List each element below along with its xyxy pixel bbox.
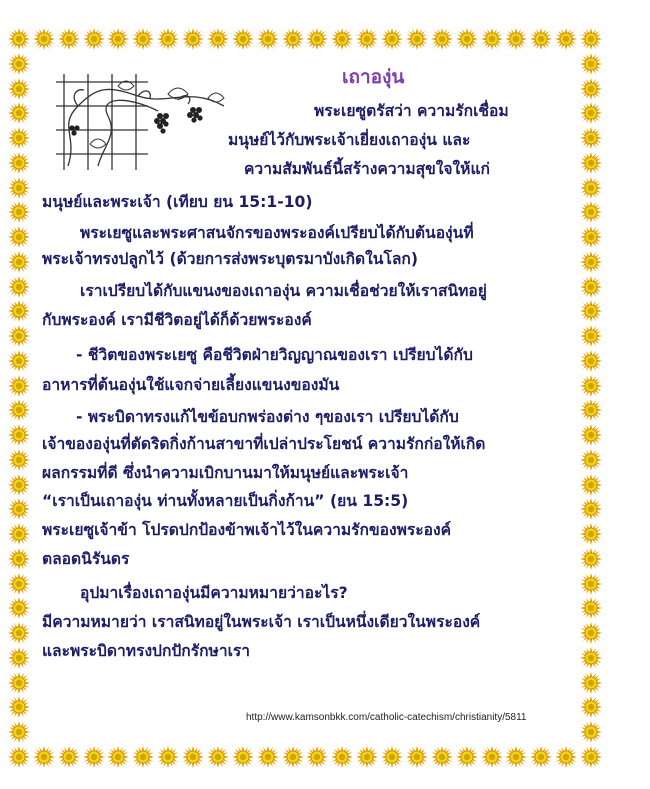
sunflower-icon xyxy=(8,424,30,446)
sunflower-icon xyxy=(207,28,229,50)
body-line: เราเปรียบได้กับแขนงของเถาองุ่น ความเชื่อช่วยให้เราสนิทอยู่ xyxy=(80,282,487,300)
sunflower-icon xyxy=(107,28,129,50)
sunflower-icon xyxy=(580,746,602,768)
sunflower-icon xyxy=(8,28,30,50)
body-line: “เราเป็นเถาองุ่น ท่านทั้งหลายเป็นกิ่งก้าน” (ยน 15:5) xyxy=(42,492,409,510)
sunflower-icon xyxy=(8,498,30,520)
sunflower-icon xyxy=(257,28,279,50)
sunflower-icon xyxy=(8,177,30,199)
sunflower-icon xyxy=(33,746,55,768)
sunflower-icon xyxy=(481,746,503,768)
sunflower-icon xyxy=(157,28,179,50)
sunflower-icon xyxy=(8,474,30,496)
sunflower-icon xyxy=(505,746,527,768)
sunflower-icon xyxy=(431,746,453,768)
page-body xyxy=(42,52,600,742)
sunflower-icon xyxy=(431,28,453,50)
sunflower-icon xyxy=(83,746,105,768)
body-line: อาหารที่ต้นองุ่นใช้แจกจ่ายเลี้ยงแขนงของมัน xyxy=(42,376,340,394)
sunflower-icon xyxy=(282,746,304,768)
sunflower-icon xyxy=(8,672,30,694)
sunflower-icon xyxy=(306,28,328,50)
body-line: มีความหมายว่า เราสนิทอยู่ในพระเจ้า เราเป็นหนึ่งเดียวในพระองค์ xyxy=(42,613,481,631)
sunflower-icon xyxy=(8,127,30,149)
sunflower-icon xyxy=(8,78,30,100)
sunflower-icon xyxy=(8,375,30,397)
sunflower-icon xyxy=(456,28,478,50)
sunflower-icon xyxy=(406,746,428,768)
sunflower-icon xyxy=(8,226,30,248)
sunflower-icon xyxy=(8,696,30,718)
body-line: พระเจ้าทรงปลูกไว้ (ด้วยการส่งพระบุตรมาบังเกิดในโลก) xyxy=(42,250,418,268)
body-line: อุปมาเรื่องเถาองุ่นมีความหมายว่าอะไร? xyxy=(80,584,348,602)
sunflower-icon xyxy=(157,746,179,768)
sunflower-icon xyxy=(356,746,378,768)
sunflower-icon xyxy=(33,28,55,50)
body-line: มนุษย์และพระเจ้า (เทียบ ยน 15:1-10) xyxy=(42,193,313,211)
sunflower-icon xyxy=(132,746,154,768)
sunflower-icon xyxy=(530,746,552,768)
sunflower-icon xyxy=(207,746,229,768)
sunflower-icon xyxy=(8,276,30,298)
body-line: ตลอดนิรันดร xyxy=(42,550,130,568)
sunflower-icon xyxy=(132,28,154,50)
sunflower-icon xyxy=(232,746,254,768)
sunflower-icon xyxy=(8,721,30,743)
body-line: กับพระองค์ เรามีชีวิตอยู่ได้ก็ด้วยพระองค์ xyxy=(42,311,312,329)
body-line: พระเยซูเจ้าข้า โปรดปกป้องข้าพเจ้าไว้ในความรักของพระองค์ xyxy=(42,521,452,539)
sunflower-icon xyxy=(8,102,30,124)
sunflower-icon xyxy=(58,746,80,768)
sunflower-icon xyxy=(580,28,602,50)
sunflower-icon xyxy=(381,746,403,768)
sunflower-icon xyxy=(331,28,353,50)
sunflower-icon xyxy=(107,746,129,768)
body-line: และพระบิดาทรงปกปักรักษาเรา xyxy=(42,642,251,660)
body-line: พระเยซูและพระศาสนจักรของพระองค์เปรียบได้กับต้นองุ่นที่ xyxy=(80,224,474,242)
sunflower-icon xyxy=(8,647,30,669)
sunflower-icon xyxy=(8,152,30,174)
body-line: - พระบิดาทรงแก้ไขข้อบกพร่องต่าง ๆของเรา เปรียบได้กับ xyxy=(76,408,459,426)
body-line: เจ้าขององุ่นที่ตัดริดกิ่งก้านสาขาที่เปล่าประโยชน์ ความรักก่อให้เกิด xyxy=(42,435,486,453)
sunflower-icon xyxy=(505,28,527,50)
source-url: http://www.kamsonbkk.com/catholic-catechism/christianity/5811 xyxy=(246,712,527,723)
body-line: มนุษย์ไว้กับพระเจ้าเยี่ยงเถาองุ่น และ xyxy=(228,131,471,149)
sunflower-icon xyxy=(406,28,428,50)
sunflower-icon xyxy=(8,449,30,471)
body-line: พระเยซูตรัสว่า ความรักเชื่อม xyxy=(314,102,509,120)
sunflower-icon xyxy=(481,28,503,50)
sunflower-icon xyxy=(456,746,478,768)
sunflower-icon xyxy=(331,746,353,768)
sunflower-icon xyxy=(8,523,30,545)
sunflower-icon xyxy=(8,300,30,322)
sunflower-icon xyxy=(8,573,30,595)
page-title: เถาองุ่น xyxy=(342,66,405,88)
body-line: ผลกรรมที่ดี ซึ่งนำความเบิกบานมาให้มนุษย์และพระเจ้า xyxy=(42,464,409,482)
sunflower-icon xyxy=(8,399,30,421)
sunflower-icon xyxy=(8,251,30,273)
body-line: - ชีวิตของพระเยซู คือชีวิตฝ่ายวิญญาณของเรา เปรียบได้กับ xyxy=(76,346,473,364)
sunflower-icon xyxy=(282,28,304,50)
sunflower-icon xyxy=(232,28,254,50)
sunflower-icon xyxy=(182,746,204,768)
sunflower-icon xyxy=(8,325,30,347)
sunflower-icon xyxy=(381,28,403,50)
sunflower-icon xyxy=(530,28,552,50)
sunflower-icon xyxy=(8,548,30,570)
sunflower-icon xyxy=(182,28,204,50)
sunflower-icon xyxy=(555,28,577,50)
sunflower-icon xyxy=(257,746,279,768)
sunflower-icon xyxy=(83,28,105,50)
sunflower-icon xyxy=(306,746,328,768)
sunflower-icon xyxy=(58,28,80,50)
sunflower-icon xyxy=(8,350,30,372)
sunflower-icon xyxy=(8,746,30,768)
sunflower-icon xyxy=(356,28,378,50)
sunflower-icon xyxy=(8,597,30,619)
sunflower-icon xyxy=(8,201,30,223)
grapevine-trellis-icon xyxy=(48,66,226,172)
sunflower-icon xyxy=(555,746,577,768)
sunflower-icon xyxy=(8,622,30,644)
sunflower-icon xyxy=(8,53,30,75)
body-line: ความสัมพันธ์นี้สร้างความสุขใจให้แก่ xyxy=(244,160,490,178)
